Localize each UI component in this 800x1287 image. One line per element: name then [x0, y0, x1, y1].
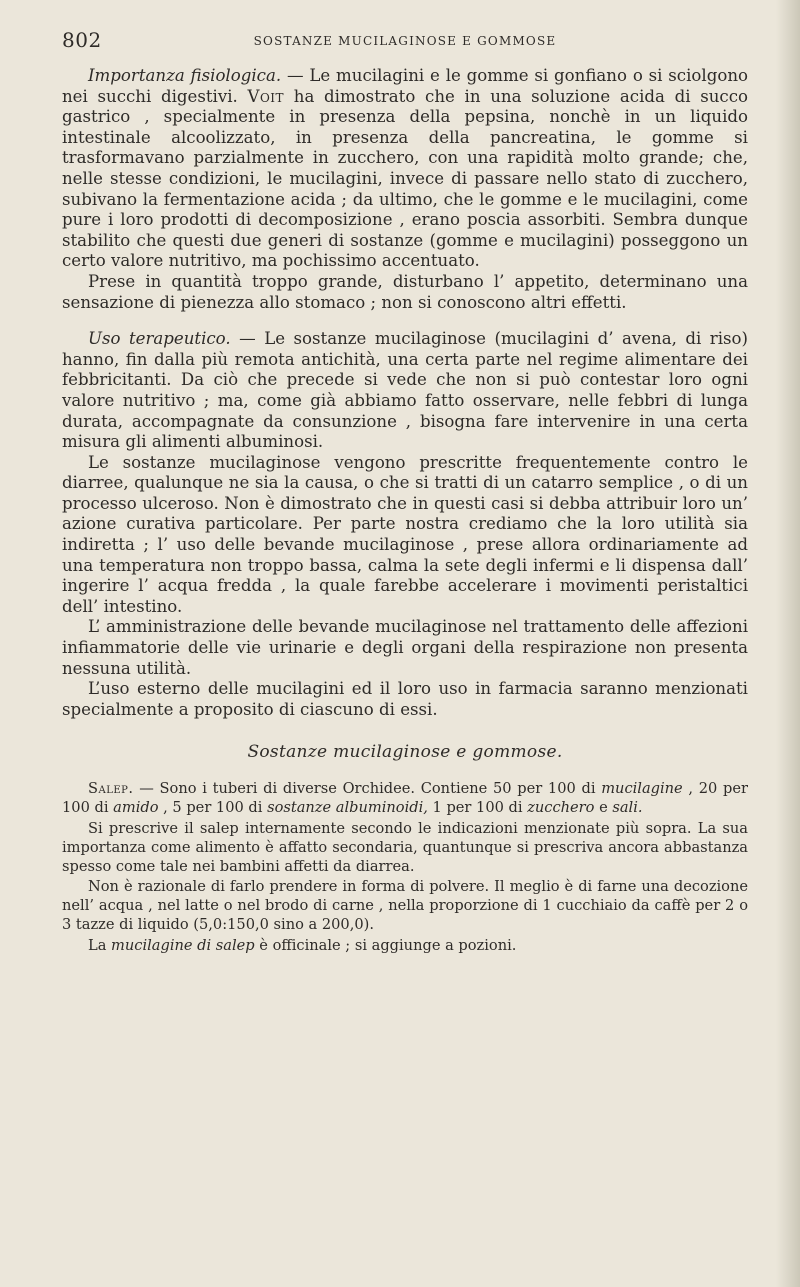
- entry-name: Salep.: [88, 780, 134, 798]
- author-name: Voit: [247, 86, 285, 106]
- salep-mucilage: [62, 937, 748, 956]
- main-text: [62, 66, 748, 720]
- paragraph-importanza-fisiologica: [62, 66, 748, 272]
- paragraph-lead: Uso terapeutico.: [88, 329, 231, 349]
- paragraph-administration: L’ amministrazione delle bevande mucilaginose nel trattamento delle affezioni infiammatorie delle vie urinarie e degli organi della respirazione non presenta nessuna utilità.: [62, 617, 748, 678]
- salep-definition: [62, 780, 748, 818]
- running-title: SOSTANZE MUCILAGINOSE E GOMMOSE: [253, 34, 557, 48]
- paragraph-text: ha dimostrato che in una soluzione acida di succo gastrico , specialmente in presenza della pepsina, nonchè in un liquido intestinale alcoolizzato, in presenza della pancreatina, le gomme si trasformavano parzialmente in zucchero, con una rapidità molto grande; che, nelle stesse condizioni, le mucilagini, invece di passare nello stato di zucchero, subivano la fermentazione acida ; da ultimo, che le gomme e le mucilagini, come pure i loro prodotti di decomposizione , erano poscia assorbiti. Sembra dunque stabilito che questi due generi di sostanze (gomme e mucilagini) posseggono un certo valore nutritivo, ma pochissimo accentuato.: [62, 86, 748, 271]
- entry-text: 1 per 100 di: [427, 799, 528, 817]
- paragraph-text: — Le mucilagini e le gomme si gonfiano o si sciolgono nei succhi digestivi.: [62, 66, 748, 106]
- entry-text: — Sono i tuberi di diverse Orchidee. Contiene 50 per 100 di: [133, 780, 602, 798]
- entry-text: e: [594, 799, 613, 817]
- entry-term: mucilagine di salep: [111, 936, 255, 954]
- paragraph-external-use: L’uso esterno delle mucilagini ed il loro uso in farmacia saranno menzionati specialmente a proposito di ciascuno di essi.: [62, 679, 748, 719]
- paragraph-lead: Importanza fisiologica.: [88, 66, 282, 85]
- entry-text: è officinale ; si aggiunge a pozioni.: [254, 936, 517, 954]
- page-edge-shadow: [776, 0, 800, 1287]
- page-header: [62, 28, 748, 58]
- salep-preparation: Non è razionale di farlo prendere in forma di polvere. Il meglio è di farne una decozione nell’ acqua , nel latte o nel brodo di carne , nella proporzione di 1 cucchiaio da caffè per 2 o 3 tazze di liquido (5,0:150,0 sino a 200,0).: [62, 878, 748, 933]
- entry-term: zucchero: [527, 799, 595, 817]
- entry-text: , 5 per 100 di: [158, 799, 268, 817]
- paragraph-uso-terapeutico: [62, 329, 748, 453]
- paragraph-effects: Prese in quantità troppo grande, disturbano l’ appetito, determinano una sensazione di pienezza allo stomaco ; non si conoscono altri effetti.: [62, 271, 748, 312]
- section-heading: Sostanze mucilaginose e gommose.: [247, 742, 563, 763]
- paragraph-text: — Le sostanze mucilaginose (mucilagini d’ avena, di riso) hanno, fin dalla più remota antichità, una certa parte nel regime alimentare dei febbricitanti. Da ciò che precede si vede che non si può contestar loro ogni valore nutritivo ; ma, come già abbiamo fatto osservare, nelle febbri di lunga durata, accompagnate da consunzione , bisogna fare intervenire in una certa misura gli alimenti albuminosi.: [62, 329, 748, 452]
- entry-term: sali.: [612, 799, 643, 817]
- entry-term: amido: [113, 799, 159, 817]
- entry-text: La: [88, 936, 112, 954]
- paragraph-diarrhea: Le sostanze mucilaginose vengono prescritte frequentemente contro le diarree, qualunque ne sia la causa, o che si tratti di un catarro semplice , o di un processo ulceroso. Non è dimostrato che in questi casi si debba attribuir loro un’ azione curativa particolare. Per parte nostra crediamo che la loro utilità sia indiretta ; l’ uso delle bevande mucilaginose , prese allora ordinariamente ad una temperatura non troppo bassa, calma la sete degli infermi e li dispensa dall’ ingerire l’ acqua fredda , la quale farebbe accelerare i movimenti peristaltici dell’ intestino.: [62, 452, 748, 616]
- entry-term: sostanze albuminoidi,: [267, 799, 428, 817]
- entry-text: , 20 per 100 di: [62, 780, 748, 817]
- salep-entry: [62, 780, 748, 955]
- salep-prescription: Si prescrive il salep internamente secondo le indicazioni menzionate più sopra. La sua importanza come alimento è affatto secondaria, quantunque si prescriva ancora abbastanza spesso come tale nei bambini affetti da diarrea.: [62, 820, 748, 875]
- page-number: 802: [62, 28, 102, 52]
- entry-term: mucilagine: [601, 780, 683, 798]
